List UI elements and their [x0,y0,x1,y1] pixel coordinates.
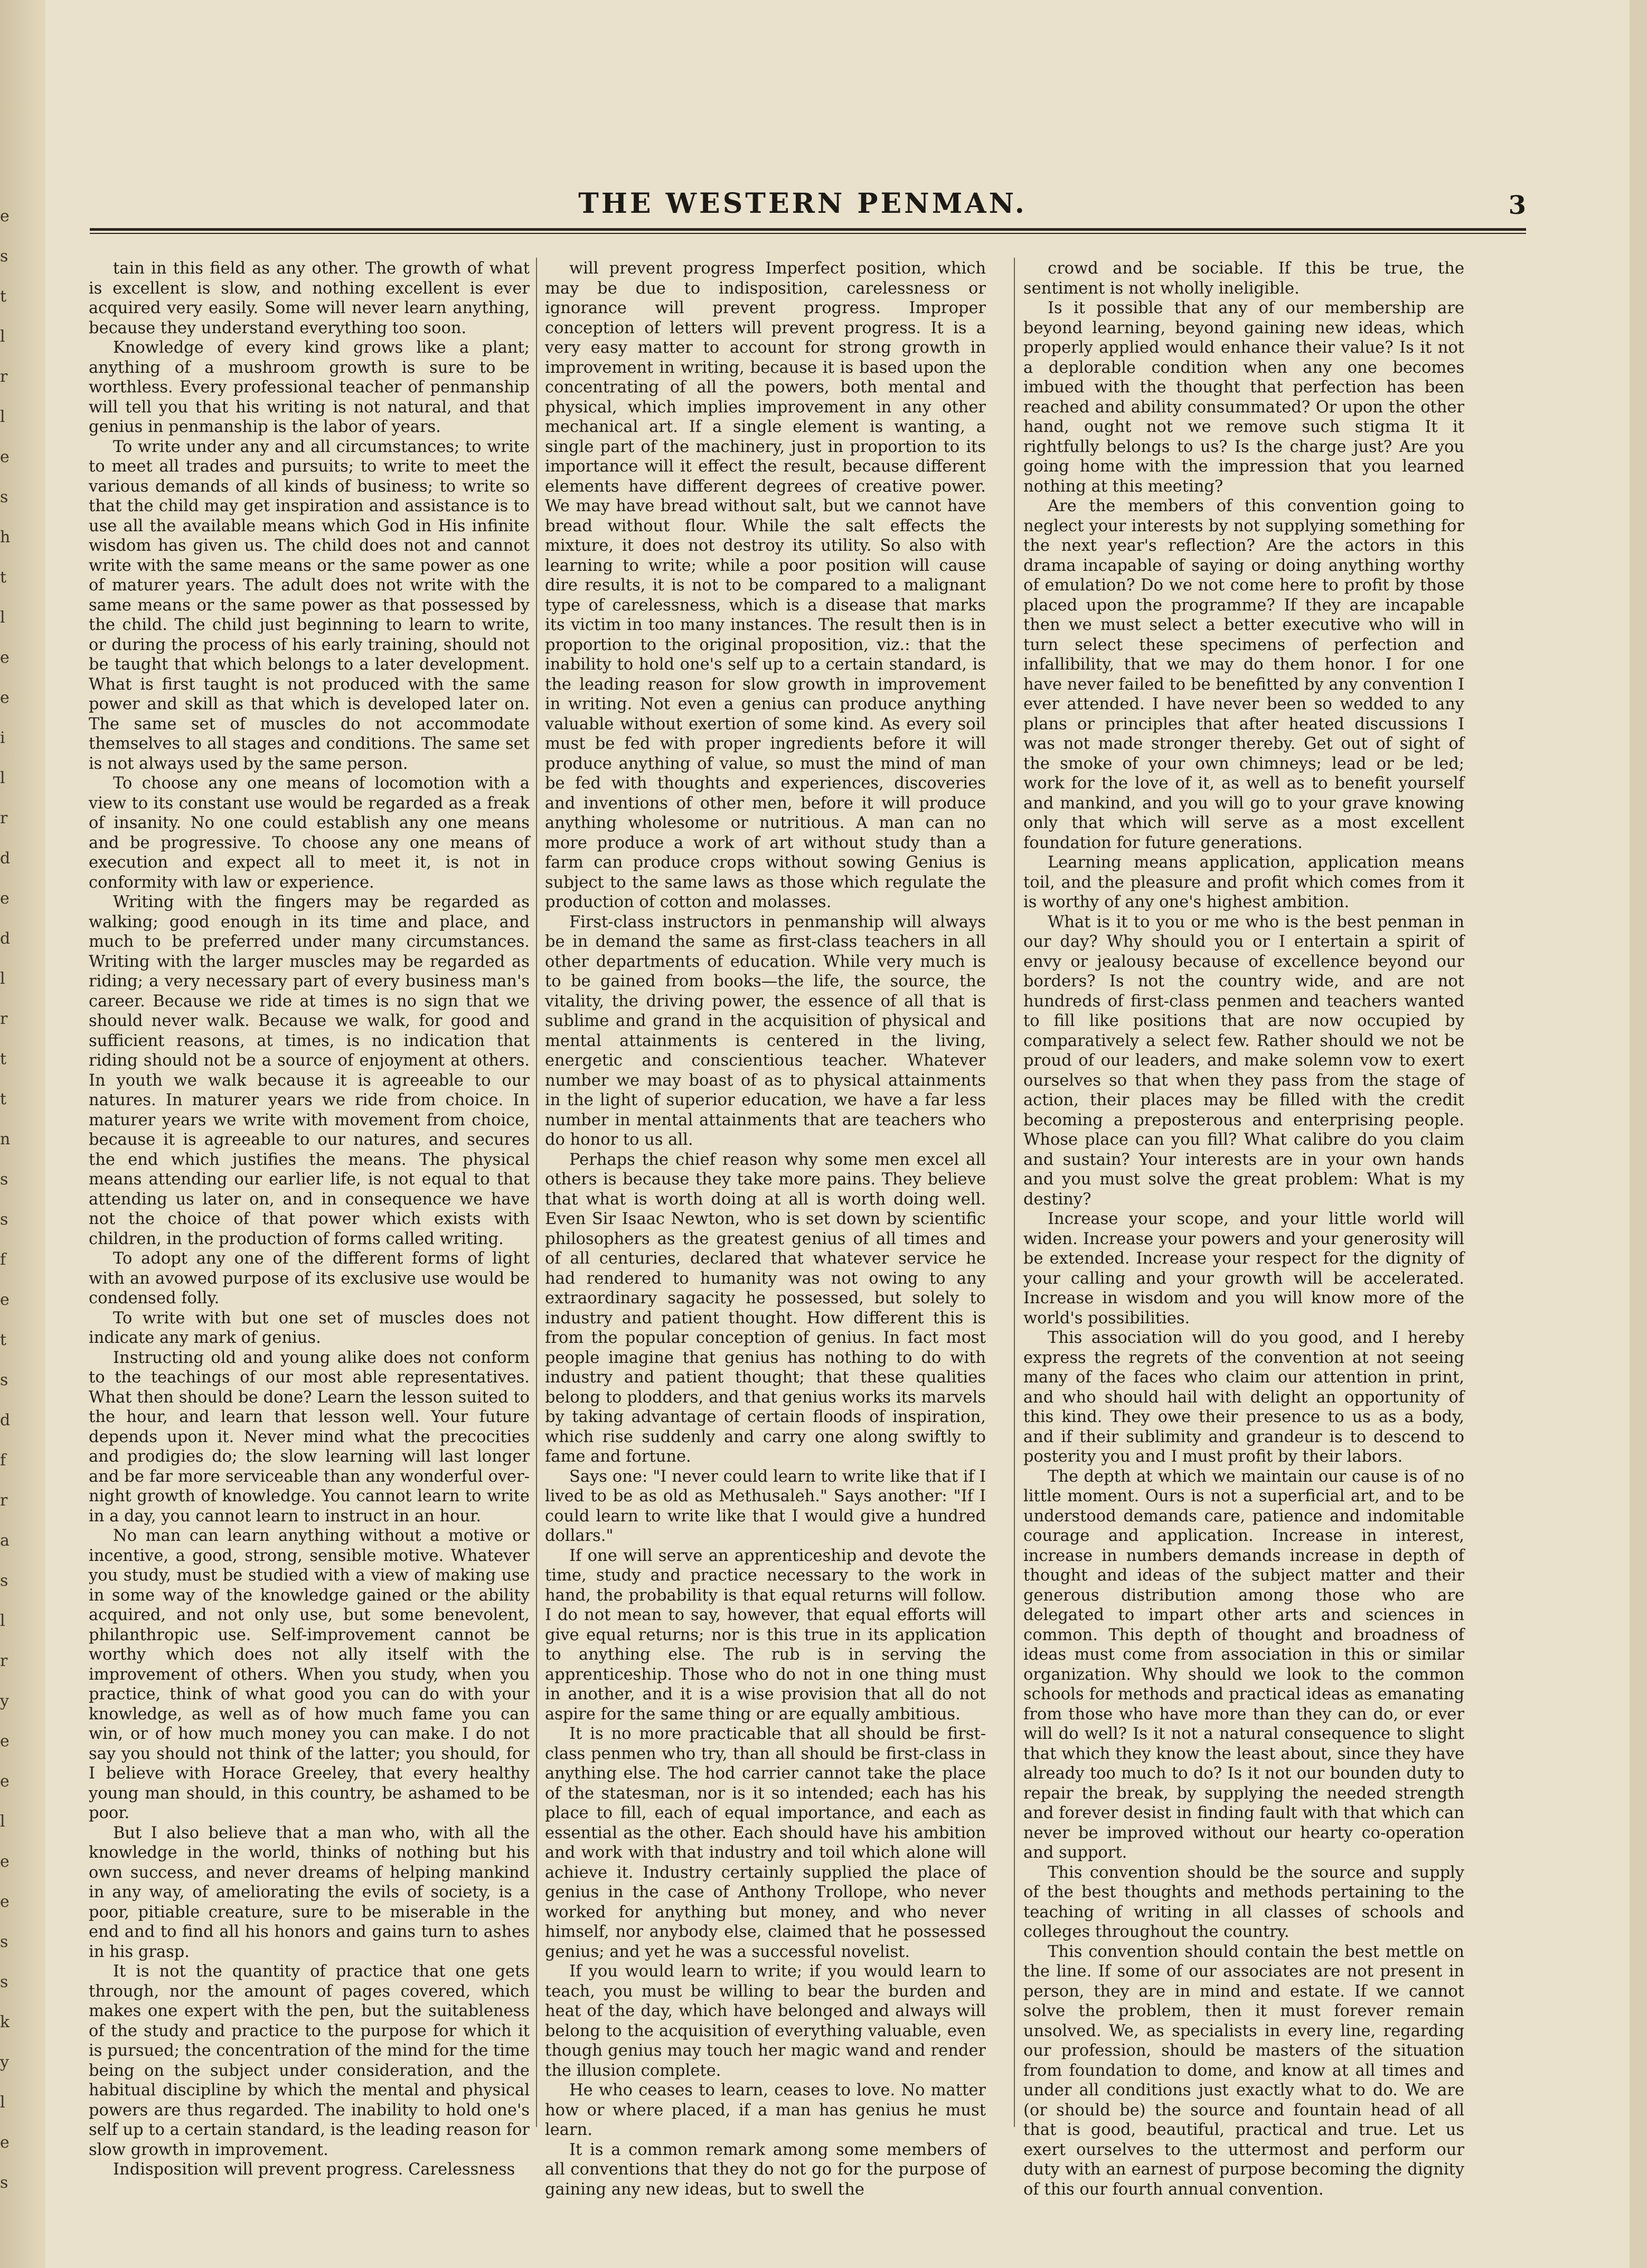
facing-page-edge [0,0,45,2268]
facing-page-letter: r [0,1491,8,1510]
paragraph: It is a common remark among some members of all conventions that they do not go for the purpose of gaining any new ideas, but to swell the [545,2140,986,2199]
text-column-3 [1023,259,1464,2199]
facing-page-letter: l [0,327,5,346]
paragraph: First-class instructors in penmanship will always be in demand the same as first-class teachers in all other departments of education. While very much is to be gained from books—the life, the source, the vitality, the driving power, the essence of all that is sublime and grand in the acquisition of physical and mental attainments is centered in the living, energetic and conscientious teacher. Whatever number we may boast of as to physical attainments in the light of superior education, we have a far less number in mental attainments that are teachers who do honor to us all. [545,912,986,1149]
paragraph: To choose any one means of locomotion with a view to its constant use would be regarded as a freak of insanity. No one could establish any one means and be progressive. To choose any one means of execution and expect all to meet it, is not in conformity with law or experience. [89,774,530,892]
facing-page-letter: e [0,889,10,908]
facing-page-letter: d [0,1411,11,1429]
paragraph: To write with but one set of muscles does not indicate any mark of genius. [89,1309,530,1347]
paragraph: Increase your scope, and your little world will widen. Increase your powers and your generosity will be extended. Increase your respect for the dignity of your calling and your growth will be accelerated. Increase in wisdom and you will know more of the world's possibilities. [1023,1210,1464,1328]
facing-page-letter: l [0,970,5,988]
paragraph: This convention should be the source and supply of the best thoughts and methods pertaining to the teaching of writing in all classes of schools and colleges throughout the country. [1023,1863,1464,1941]
paragraph: It is no more practicable that all should be first-class penmen who try, than all should be first-class in anything else. The hod carrier cannot take the place of the statesman, nor is it so intended; each has his place to fill, each of equal importance, and each as essential as the other. Each should have his ambition and work with that industry and toil which alone will achieve it. Industry certainly supplied the place of genius in the case of Anthony Trollope, who never worked for anything but money, and who never himself, nor anybody else, claimed that he possessed genius; and yet he was a successful novelist. [545,1725,986,1961]
column-divider [536,258,537,2127]
facing-page-letter: t [0,1090,7,1108]
facing-page-letter: e [0,448,10,466]
masthead-title: THE WESTERN PENMAN. [578,187,1027,220]
facing-page-letter: e [0,1732,10,1751]
facing-page-letter: t [0,1331,7,1349]
newspaper-page [45,0,1630,2268]
paragraph: No man can learn anything without a motive or incentive, a good, strong, sensible motive. Whatever you study, must be studied with a view of making use in some way of the knowledge gained or the ability acquired, and not only use, but some benevolent, philanthropic use. Self-improvement cannot be worthy which does not ally itself with the improvement of others. When you study, when you practice, think of what good you can do with your knowledge, as well as of how much fame you can win, or of how much money you can make. I do not say you should not think of the latter; you should, for I believe with Horace Greeley, that every healthy young man should, in this country, be ashamed to be poor. [89,1527,530,1822]
facing-page-letter: t [0,1050,7,1068]
facing-page-letter: s [0,1933,8,1951]
facing-page-letter: f [0,1250,6,1269]
facing-page-letter: l [0,608,5,627]
facing-page-letter: d [0,849,11,868]
facing-page-letter: e [0,648,10,667]
page-header [90,187,1526,224]
header-rule-thick [90,228,1526,231]
facing-page-letter: l [0,2093,5,2112]
facing-page-letter: h [0,528,11,547]
paragraph: It is not the quantity of practice that one gets through, nor the amount of pages covered, which makes one expert with the pen, but the suitableness of the study and practice to the purpose for which it is pursued; the concentration of the mind for the time being on the subject under consideration, and the habitual discipline by which the mental and physical powers are thus regarded. The inability to hold one's self up to a certain standard, is the leading reason for slow growth in improvement. [89,1962,530,2159]
paragraph: Are the members of this convention going to neglect your interests by not supplying something for the next year's reflection? Are the actors in this drama incapable of saying or doing anything worthy of emulation? Do we not come here to profit by those placed upon the programme? If they are incapable then we must select a better executive who will in turn select these specimens of perfection and infallibility, that we may do them honor. I for one have never failed to be benefitted by any convention I ever attended. I have never been so wedded to any plans or principles that after heated discussions I was not made stronger thereby. Get out of sight of the smoke of your own chimneys; lead or be led; work for the love of it, as well as to benefit yourself and mankind, and you will go to your grave knowing only that which will serve as a most excellent foundation for future generations. [1023,497,1464,852]
text-column-1 [89,259,530,2179]
paragraph: If you would learn to write; if you would learn to teach, you must be willing to bear the burden and heat of the day, which have belonged and always will belong to the acquisition of everything valuable, even though genius may touch her magic wand and render the illusion complete. [545,1962,986,2080]
paragraph: This association will do you good, and I hereby express the regrets of the convention at not seeing many of the faces who claim our attention in print, and who should hail with delight an opportunity of this kind. They owe their presence to us as a body, and if their sublimity and grandeur is to descend to posterity you and I must profit by their labors. [1023,1329,1464,1466]
paragraph: To adopt any one of the different forms of light with an avowed purpose of its exclusive use would be condensed folly. [89,1249,530,1307]
text-column-2 [545,259,986,2199]
facing-page-letter: t [0,287,7,306]
paragraph: If one will serve an apprenticeship and devote the time, study and practice necessary to the work in hand, the probability is that equal returns will follow. I do not mean to say, however, that equal efforts will give equal returns; nor is this true in its application to anything else. The rub is in serving the apprenticeship. Those who do not in one thing must in another, and it is a wise provision that all do not aspire for the same thing or are equally ambitious. [545,1546,986,1724]
facing-page-letter: l [0,408,5,426]
paragraph: To write under any and all circumstances; to write to meet all trades and pursuits; to write to meet the various demands of all kinds of business; to write so that the child may get inspiration and assistance is to use all the available means which God in His infinite wisdom has given us. The child does not and cannot write with the same means or the same power as one of maturer years. The adult does not write with the same means or the same power as that possessed by the child. The child just beginning to learn to write, or during the process of his early training, should not be taught that which belongs to a later development. What is first taught is not produced with the same power and skill as that which is developed later on. The same set of muscles do not accommodate themselves to all stages and conditions. The same set is not always used by the same person. [89,437,530,773]
paragraph: But I also believe that a man who, with all the knowledge in the world, thinks of nothing but his own success, and never dreams of helping mankind in any way, of ameliorating the evils of society, is a poor, pitiable creature, sure to be miserable in the end and to find all his honors and gains turn to ashes in his grasp. [89,1823,530,1961]
facing-page-letter: r [0,1652,8,1670]
facing-page-letter: s [0,1170,8,1189]
facing-page-letter: e [0,207,10,225]
page-number: 3 [1508,191,1526,220]
paragraph: Is it possible that any of our membership are beyond learning, beyond gaining new ideas, which properly applied would enhance their value? Is it not a deplorable condition when any one becomes imbued with the thought that perfection has been reached and ability consummated? Or upon the other hand, ought not we remove such stigma It it rightfully belongs to us? Is the charge just? Are you going home with the impression that you learned nothing at this meeting? [1023,299,1464,496]
paragraph: will prevent progress Imperfect position, which may be due to indisposition, carelessness or ignorance will prevent progress. Improper conception of letters will prevent progress. It is a very easy matter to account for strong growth in improvement in writing, because it is based upon the concentrating of all the powers, both mental and physical, which implies improvement in any other mechanical art. If a single element is wanting, a single part of the machinery, just in proportion to its importance will it effect the result, because different elements have different degrees of creative power. We may have bread without salt, but we cannot have bread without flour. While the salt effects the mixture, it does not destroy its utility. So also with learning to write; while a poor position will cause dire results, it is not to be compared to a malignant type of carelessness, which is a disease that marks its victim in too many instances. The result then is in proportion to the original proposition, viz.: that the inability to hold one's self up to a certain standard, is the leading reason for slow growth in improvement in writing. Not even a genius can produce anything valuable without exertion of some kind. As every soil must be fed with proper ingredients before it will produce anything of value, so must the mind of man be fed with thoughts and experiences, discoveries and inventions of other men, before it will produce anything wholesome or nutritious. A man can no more produce a work of art without study than a farm can produce crops without sowing Genius is subject to the same laws as those which regulate the production of cotton and molasses. [545,259,986,911]
paragraph: Indisposition will prevent progress. Carelessness [113,2160,515,2179]
facing-page-letter: e [0,1893,10,1911]
facing-page-letter: e [0,1772,10,1791]
column-divider [1014,258,1015,2127]
facing-page-letter: r [0,368,8,386]
facing-page-letter: n [0,1130,11,1149]
facing-page-letter: s [0,2173,8,2192]
paragraph: crowd and be sociable. If this be true, the sentiment is not wholly ineligible. [1023,259,1464,298]
facing-page-letter: e [0,689,10,707]
paragraph: Says one: "I never could learn to write like that if I lived to be as old as Methusaleh." Says another: "If I could learn to write like that I would give a hundred dollars." [545,1467,986,1545]
paragraph: Perhaps the chief reason why some men excel all others is because they take more pains. They believe that what is worth doing at all is worth doing well. Even Sir Isaac Newton, who is set down by scientific philosophers as the greatest genius of all times and of all centuries, declared that whatever service he had rendered to humanity was not owing to any extraordinary sagacity he possessed, but solely to industry and patient thought. How different this is from the popular conception of genius. In fact most people imagine that genius has nothing to do with industry and patient thought; that these qualities belong to plodders, and that genius works its marvels by taking advantage of certain floods of inspiration, which rise suddenly and carry one along swiftly to fame and fortune. [545,1150,986,1466]
facing-page-letter: l [0,769,5,787]
facing-page-letter: s [0,1210,8,1229]
facing-page-letter: i [0,729,5,747]
facing-page-letter: r [0,1010,8,1028]
paragraph: He who ceases to learn, ceases to love. No matter how or where placed, if a man has genius he must learn. [545,2081,986,2139]
facing-page-letter: s [0,488,8,506]
facing-page-letter: r [0,809,8,827]
paragraph: tain in this field as any other. The growth of what is excellent is slow, and nothing excellent is ever acquired very easily. Some will never learn anything, because they understand everything too soon. [89,259,530,337]
facing-page-letter: l [0,1812,5,1831]
paragraph: This convention should contain the best mettle on the line. If some of our associates are not present in person, they are in mind and estate. If we cannot solve the problem, then it must forever remain unsolved. We, as specialists in every line, regarding our profession, should be masters of the situation from foundation to dome, and know at all times and under all conditions just exactly what to do. We are (or should be) the source and fountain head of all that is good, beautiful, practical and true. Let us exert ourselves to the uttermost and perform our duty with an earnest of purpose becoming the dignity of this our fourth annual convention. [1023,1942,1464,2199]
facing-page-letter: d [0,929,11,948]
facing-page-letter: a [0,1531,10,1550]
paragraph: The depth at which we maintain our cause is of no little moment. Ours is not a superficial art, and to be understood demands care, patience and indomitable courage and application. Increase in interest, increase in numbers demands increase in depth of thought and ideas of the subject matter and their generous distribution among those who are delegated to impart other arts and sciences in common. This depth of thought and broadness of ideas must come from association in this or similar organization. Why should we look to the common schools for methods and practical ideas as emanating from those who have more than they can do, or ever will do well? Is it not a natural consequence to slight that which they know the least about, since they have already too much to do? Is it not our bounden duty to repair the break, by supplying the needed strength and forever desist in finding fault with that which can never be improved without our hearty co-operation and support. [1023,1467,1464,1862]
paragraph: Writing with the fingers may be regarded as walking; good enough in its time and place, and much to be preferred under many circumstances. Writing with the larger muscles may be regarded as riding; a very necessary part of every business man's career. Because we ride at times is no sign that we should never walk. Because we walk, for good and sufficient reasons, at times, is no indication that riding should not be a source of enjoyment at others. In youth we walk because it is agreeable to our natures. In maturer years we ride from choice. In maturer years we write with movement from choice, because it is agreeable to our natures, and secures the end which justifies the means. The physical means attending our earlier life, is not equal to that attending us later on, and in consequence we have not the choice of that power which exists with children, in the production of forms called writing. [89,893,530,1248]
facing-page-letter: s [0,1571,8,1590]
facing-page-letter: e [0,1852,10,1871]
facing-page-letter: s [0,247,8,266]
facing-page-letter: s [0,1973,8,1991]
facing-page-letter: t [0,568,7,587]
paragraph: What is it to you or me who is the best penman in our day? Why should you or I entertain a spirit of envy or jealousy because of excellence beyond our borders? Is not the country wide, and are not hundreds of first-class penmen and teachers wanted to fill like positions that are now occupied by comparatively a select few. Rather should we not be proud of our leaders, and make solemn vow to exert ourselves so that when they pass from the stage of action, their places may be filled with the credit becoming a preposterous and enterprising people. Whose place can you fill? What calibre do you claim and sustain? Your interests are in your own hands and you must solve the great problem: What is my destiny? [1023,912,1464,1209]
facing-page-letter: e [0,1291,10,1309]
facing-page-letter: k [0,2013,10,2031]
paragraph: Learning means application, application means toil, and the pleasure and profit which comes from it is worthy of any one's highest ambition. [1023,853,1464,911]
header-rule-thin [90,233,1526,234]
facing-page-letter: e [0,2133,10,2152]
facing-page-letter: s [0,1371,8,1389]
facing-page-letter: l [0,1612,5,1630]
facing-page-letter: y [0,2053,9,2072]
facing-page-letter: y [0,1692,9,1710]
paragraph: Instructing old and young alike does not conform to the teachings of our most able representatives. What then should be done? Learn the lesson suited to the hour, and learn that lesson well. Your future depends upon it. Never mind what the precocities and prodigies do; the slow learning will last longer and be far more serviceable than any wonderful over-night growth of knowledge. You cannot learn to write in a day, you cannot learn to instruct in an hour. [89,1348,530,1526]
facing-page-letter: f [0,1451,6,1470]
paragraph: Knowledge of every kind grows like a plant; anything of a mushroom growth is sure to be worthless. Every professional teacher of penmanship will tell you that his writing is not natural, and that genius in penmanship is the labor of years. [89,338,530,436]
